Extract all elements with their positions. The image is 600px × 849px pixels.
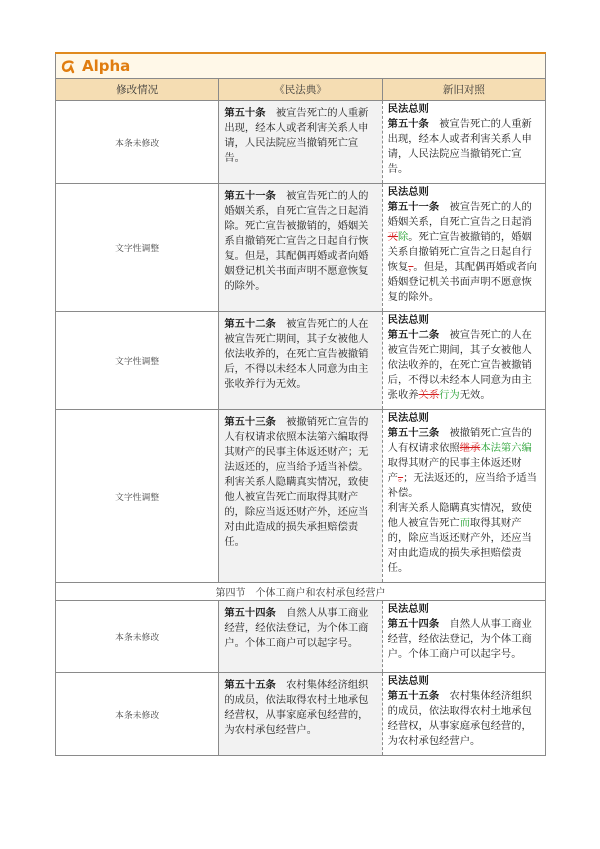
article-text: 被宣告死亡的人重新出现，经本人或者利害关系人申请，人民法院应当撤销死亡宣告。 bbox=[224, 107, 369, 164]
old-text-cell bbox=[219, 410, 382, 583]
section-row bbox=[56, 583, 546, 601]
old-text-cell bbox=[219, 184, 382, 312]
article-number: 第五十条 bbox=[224, 107, 266, 119]
change-status: 文字性调整 bbox=[56, 410, 219, 583]
deleted-text: 关系 bbox=[418, 389, 440, 401]
law-heading: 民法总则 bbox=[387, 186, 429, 198]
law-heading: 民法总则 bbox=[387, 603, 429, 615]
article-number: 第五十一条 bbox=[387, 201, 440, 213]
alpha-logo-icon bbox=[60, 58, 76, 74]
old-text-cell bbox=[219, 673, 382, 756]
change-status: 本条未修改 bbox=[56, 601, 219, 673]
table-header bbox=[56, 79, 546, 101]
change-status: 本条未修改 bbox=[56, 101, 219, 184]
old-text-cell bbox=[219, 601, 382, 673]
old-text-cell bbox=[219, 312, 382, 410]
table-row bbox=[56, 601, 546, 673]
deleted-text: 灭 bbox=[387, 231, 398, 243]
table-row bbox=[56, 101, 546, 184]
change-status: 本条未修改 bbox=[56, 673, 219, 756]
article-text: 利害关系人隐瞒真实情况，致使他人被宣告死亡而取得其财产的，除应当返还财产外，还应当对由此造成的损失承担赔偿责任。 bbox=[224, 476, 369, 548]
article-text: 取得其财产的，除应当返还财产外，还应当对由此造成的损失承担赔偿责任。 bbox=[387, 517, 532, 574]
header-status: 修改情况 bbox=[56, 79, 219, 101]
law-heading: 民法总则 bbox=[387, 675, 429, 687]
table-row bbox=[56, 410, 546, 583]
article-text: 被宣告死亡的人的婚姻关系，自死亡宣告之日起消除。死亡宣告被撤销的，婚姻关系自撤销死亡宣告之日起自行恢复。但是，其配偶再婚或者向婚姻登记机关书面声明不愿意恢复的除外。 bbox=[224, 190, 369, 292]
article-text: 自然人从事工商业经营，经依法登记，为个体工商户。个体工商户可以起字号。 bbox=[224, 607, 369, 649]
inserted-text: 行为 bbox=[439, 389, 460, 401]
inserted-text: 除 bbox=[397, 231, 409, 243]
new-text-cell bbox=[382, 184, 545, 312]
article-text: 取得其财产的民事主体返还财产 bbox=[387, 457, 522, 484]
inserted-text: 本法第六编 bbox=[480, 442, 532, 454]
change-status: 文字性调整 bbox=[56, 312, 219, 410]
table-row bbox=[56, 312, 546, 410]
article-text: 农村集体经济组织的成员，依法取得农村土地承包经营权，从事家庭承包经营的，为农村承包经营户。 bbox=[224, 679, 369, 736]
change-status: 文字性调整 bbox=[56, 184, 219, 312]
brand-name: Alpha bbox=[82, 57, 131, 75]
deleted-text: 。 bbox=[397, 472, 404, 484]
brand bbox=[56, 54, 545, 78]
article-number: 第五十一条 bbox=[224, 190, 276, 202]
article-text: 被撤销死亡宣告的人有权请求依照本法第六编取得其财产的民事主体返还财产；无法返还的，应当给予适当补偿。 bbox=[224, 416, 369, 473]
article-number: 第五十五条 bbox=[387, 690, 440, 702]
deleted-text: ， bbox=[408, 261, 414, 273]
table-row bbox=[56, 673, 546, 756]
article-text: 被宣告死亡的人在被宣告死亡期间，其子女被他人依法收养的，在死亡宣告被撤销后，不得以未经本人同意为由主张收养行为无效。 bbox=[224, 318, 369, 390]
new-text-cell bbox=[382, 673, 545, 756]
article-text: 。死亡宣告被撤销的，婚姻关系自撤销死亡宣告之日起自行恢复 bbox=[387, 231, 532, 273]
article-number: 第五十五条 bbox=[224, 679, 276, 691]
article-number: 第五十二条 bbox=[387, 329, 440, 341]
article-text: 被撤销死亡宣告的人有权请求依照 bbox=[387, 427, 532, 454]
article-text: 利害关系人隐瞒真实情况，致使他人被宣告死亡 bbox=[387, 502, 532, 529]
header-comparison: 新旧对照 bbox=[382, 79, 545, 101]
section-title: 第四节 个体工商户和农村承包经营户 bbox=[56, 583, 546, 601]
article-text: 农村集体经济组织的成员，依法取得农村土地承包经营权，从事家庭承包经营的，为农村承包经营户。 bbox=[387, 690, 532, 747]
new-text-cell bbox=[382, 601, 545, 673]
old-text-cell bbox=[219, 101, 382, 184]
article-number: 第五十四条 bbox=[387, 618, 440, 630]
law-heading: 民法总则 bbox=[387, 103, 429, 115]
article-text: ；无法返还的，应当给予适当补偿。 bbox=[387, 472, 537, 499]
new-text-cell bbox=[382, 410, 545, 583]
article-number: 第五十条 bbox=[387, 118, 429, 130]
article-number: 第五十三条 bbox=[387, 427, 440, 439]
comparison-document bbox=[55, 52, 546, 756]
article-number: 第五十四条 bbox=[224, 607, 276, 619]
article-text: 被宣告死亡的人的婚姻关系，自死亡宣告之日起消 bbox=[387, 201, 532, 228]
brand-row bbox=[56, 53, 546, 79]
article-text: 。但是，其配偶再婚或者向婚姻登记机关书面声明不愿意恢复的除外。 bbox=[387, 261, 537, 303]
new-text-cell bbox=[382, 101, 545, 184]
comparison-table bbox=[55, 52, 546, 756]
inserted-text: 而 bbox=[459, 517, 471, 529]
law-heading: 民法总则 bbox=[387, 314, 429, 326]
new-text-cell bbox=[382, 312, 545, 410]
article-number: 第五十三条 bbox=[224, 416, 276, 428]
table-row bbox=[56, 184, 546, 312]
article-text: 自然人从事工商业经营，经依法登记，为个体工商户。个体工商户可以起字号。 bbox=[387, 618, 532, 660]
article-number: 第五十二条 bbox=[224, 318, 276, 330]
article-text: 被宣告死亡的人在被宣告死亡期间，其子女被他人依法收养的，在死亡宣告被撤销后，不得以未经本人同意为由主张收养 bbox=[387, 329, 532, 401]
article-text: 无效。 bbox=[459, 389, 491, 401]
deleted-text: 继承 bbox=[459, 442, 481, 454]
article-text: 被宣告死亡的人重新出现，经本人或者利害关系人申请，人民法院应当撤销死亡宣告。 bbox=[387, 118, 532, 175]
header-civil-code: 《民法典》 bbox=[219, 79, 382, 101]
law-heading: 民法总则 bbox=[387, 412, 429, 424]
